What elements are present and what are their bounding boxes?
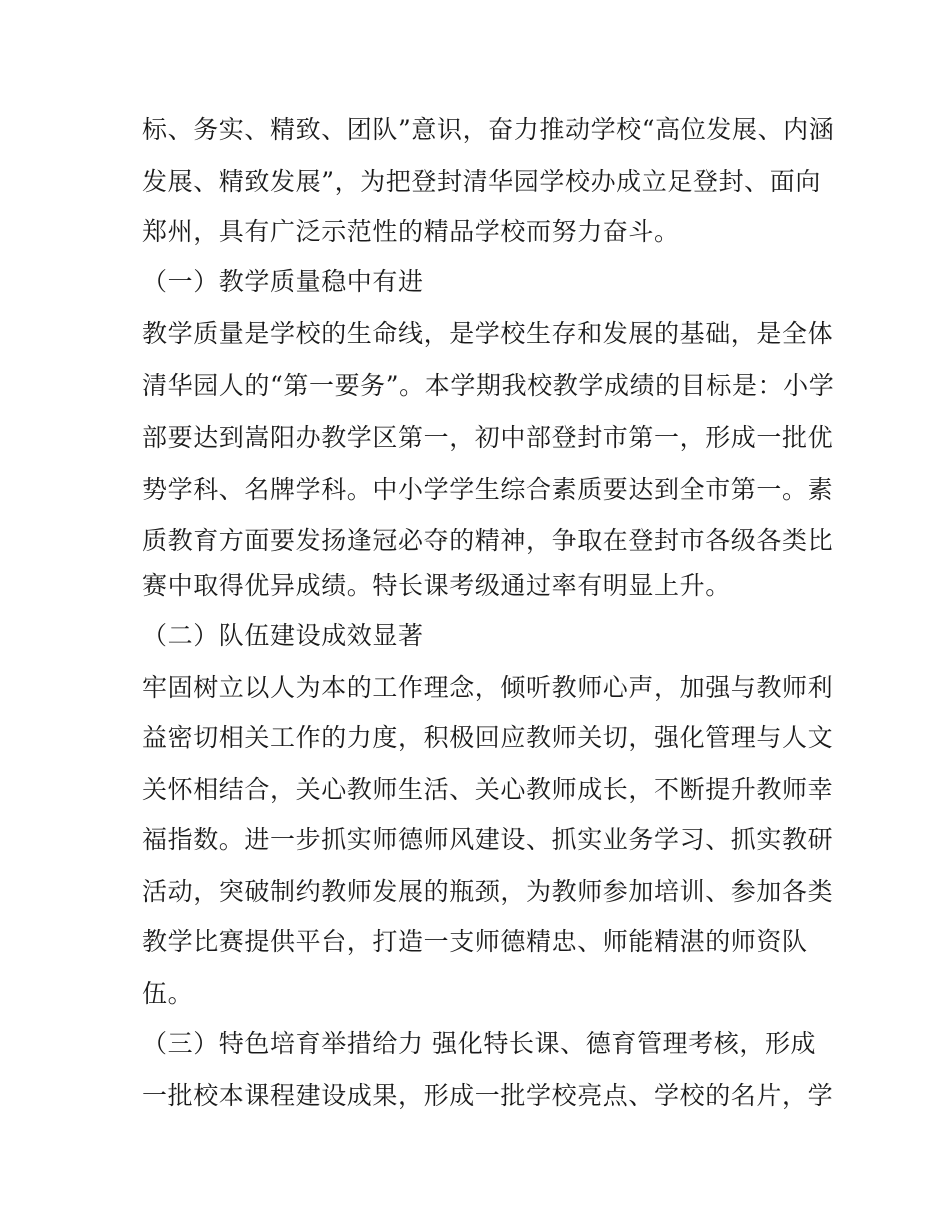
paragraph-line: 教学质量是学校的生命线，是学校生存和发展的基础，是全体 <box>142 319 834 348</box>
paragraph-line: 牢固树立以人为本的工作理念，倾听教师心声，加强与教师利 <box>142 673 834 702</box>
paragraph-line: 赛中取得优异成绩。特长课考级通过率有明显上升。 <box>142 571 731 600</box>
paragraph-line: 发展、精致发展”，为把登封清华园学校办成立足登封、面向 <box>142 167 821 196</box>
section-heading: （三）特色培育举措给力 强化特长课、德育管理考核，形成 <box>142 1029 817 1058</box>
paragraph-line: 关怀相结合，关心教师生活、关心教师成长，不断提升教师幸 <box>142 775 834 804</box>
paragraph-line: 郑州，具有广泛示范性的精品学校而努力奋斗。 <box>142 217 680 246</box>
paragraph-line: 伍。 <box>142 979 194 1008</box>
paragraph-line: 益密切相关工作的力度，积极回应教师关切，强化管理与人文 <box>142 723 834 752</box>
paragraph-line: 教学比赛提供平台，打造一支师德精忠、师能精湛的师资队 <box>142 927 808 956</box>
paragraph-line: 福指数。进一步抓实师德师风建设、抓实业务学习、抓实教研 <box>142 825 834 854</box>
section-heading: （二）队伍建设成效显著 <box>142 621 424 650</box>
paragraph-line: 一批校本课程建设成果，形成一批学校亮点、学校的名片，学 <box>142 1081 834 1110</box>
paragraph-line: 部要达到嵩阳办教学区第一，初中部登封市第一，形成一批优 <box>142 423 834 452</box>
paragraph-line: 标、务实、精致、团队”意识，奋力推动学校“高位发展、内涵 <box>142 115 835 144</box>
paragraph-line: 质教育方面要发扬逢冠必夺的精神，争取在登封市各级各类比 <box>142 526 834 555</box>
paragraph-line: 清华园人的“第一要务”。本学期我校教学成绩的目标是：小学 <box>142 371 835 400</box>
paragraph-line: 活动，突破制约教师发展的瓶颈，为教师参加培训、参加各类 <box>142 877 834 906</box>
paragraph-line: 势学科、名牌学科。中小学学生综合素质要达到全市第一。素 <box>142 475 834 504</box>
section-heading: （一）教学质量稳中有进 <box>142 267 424 296</box>
